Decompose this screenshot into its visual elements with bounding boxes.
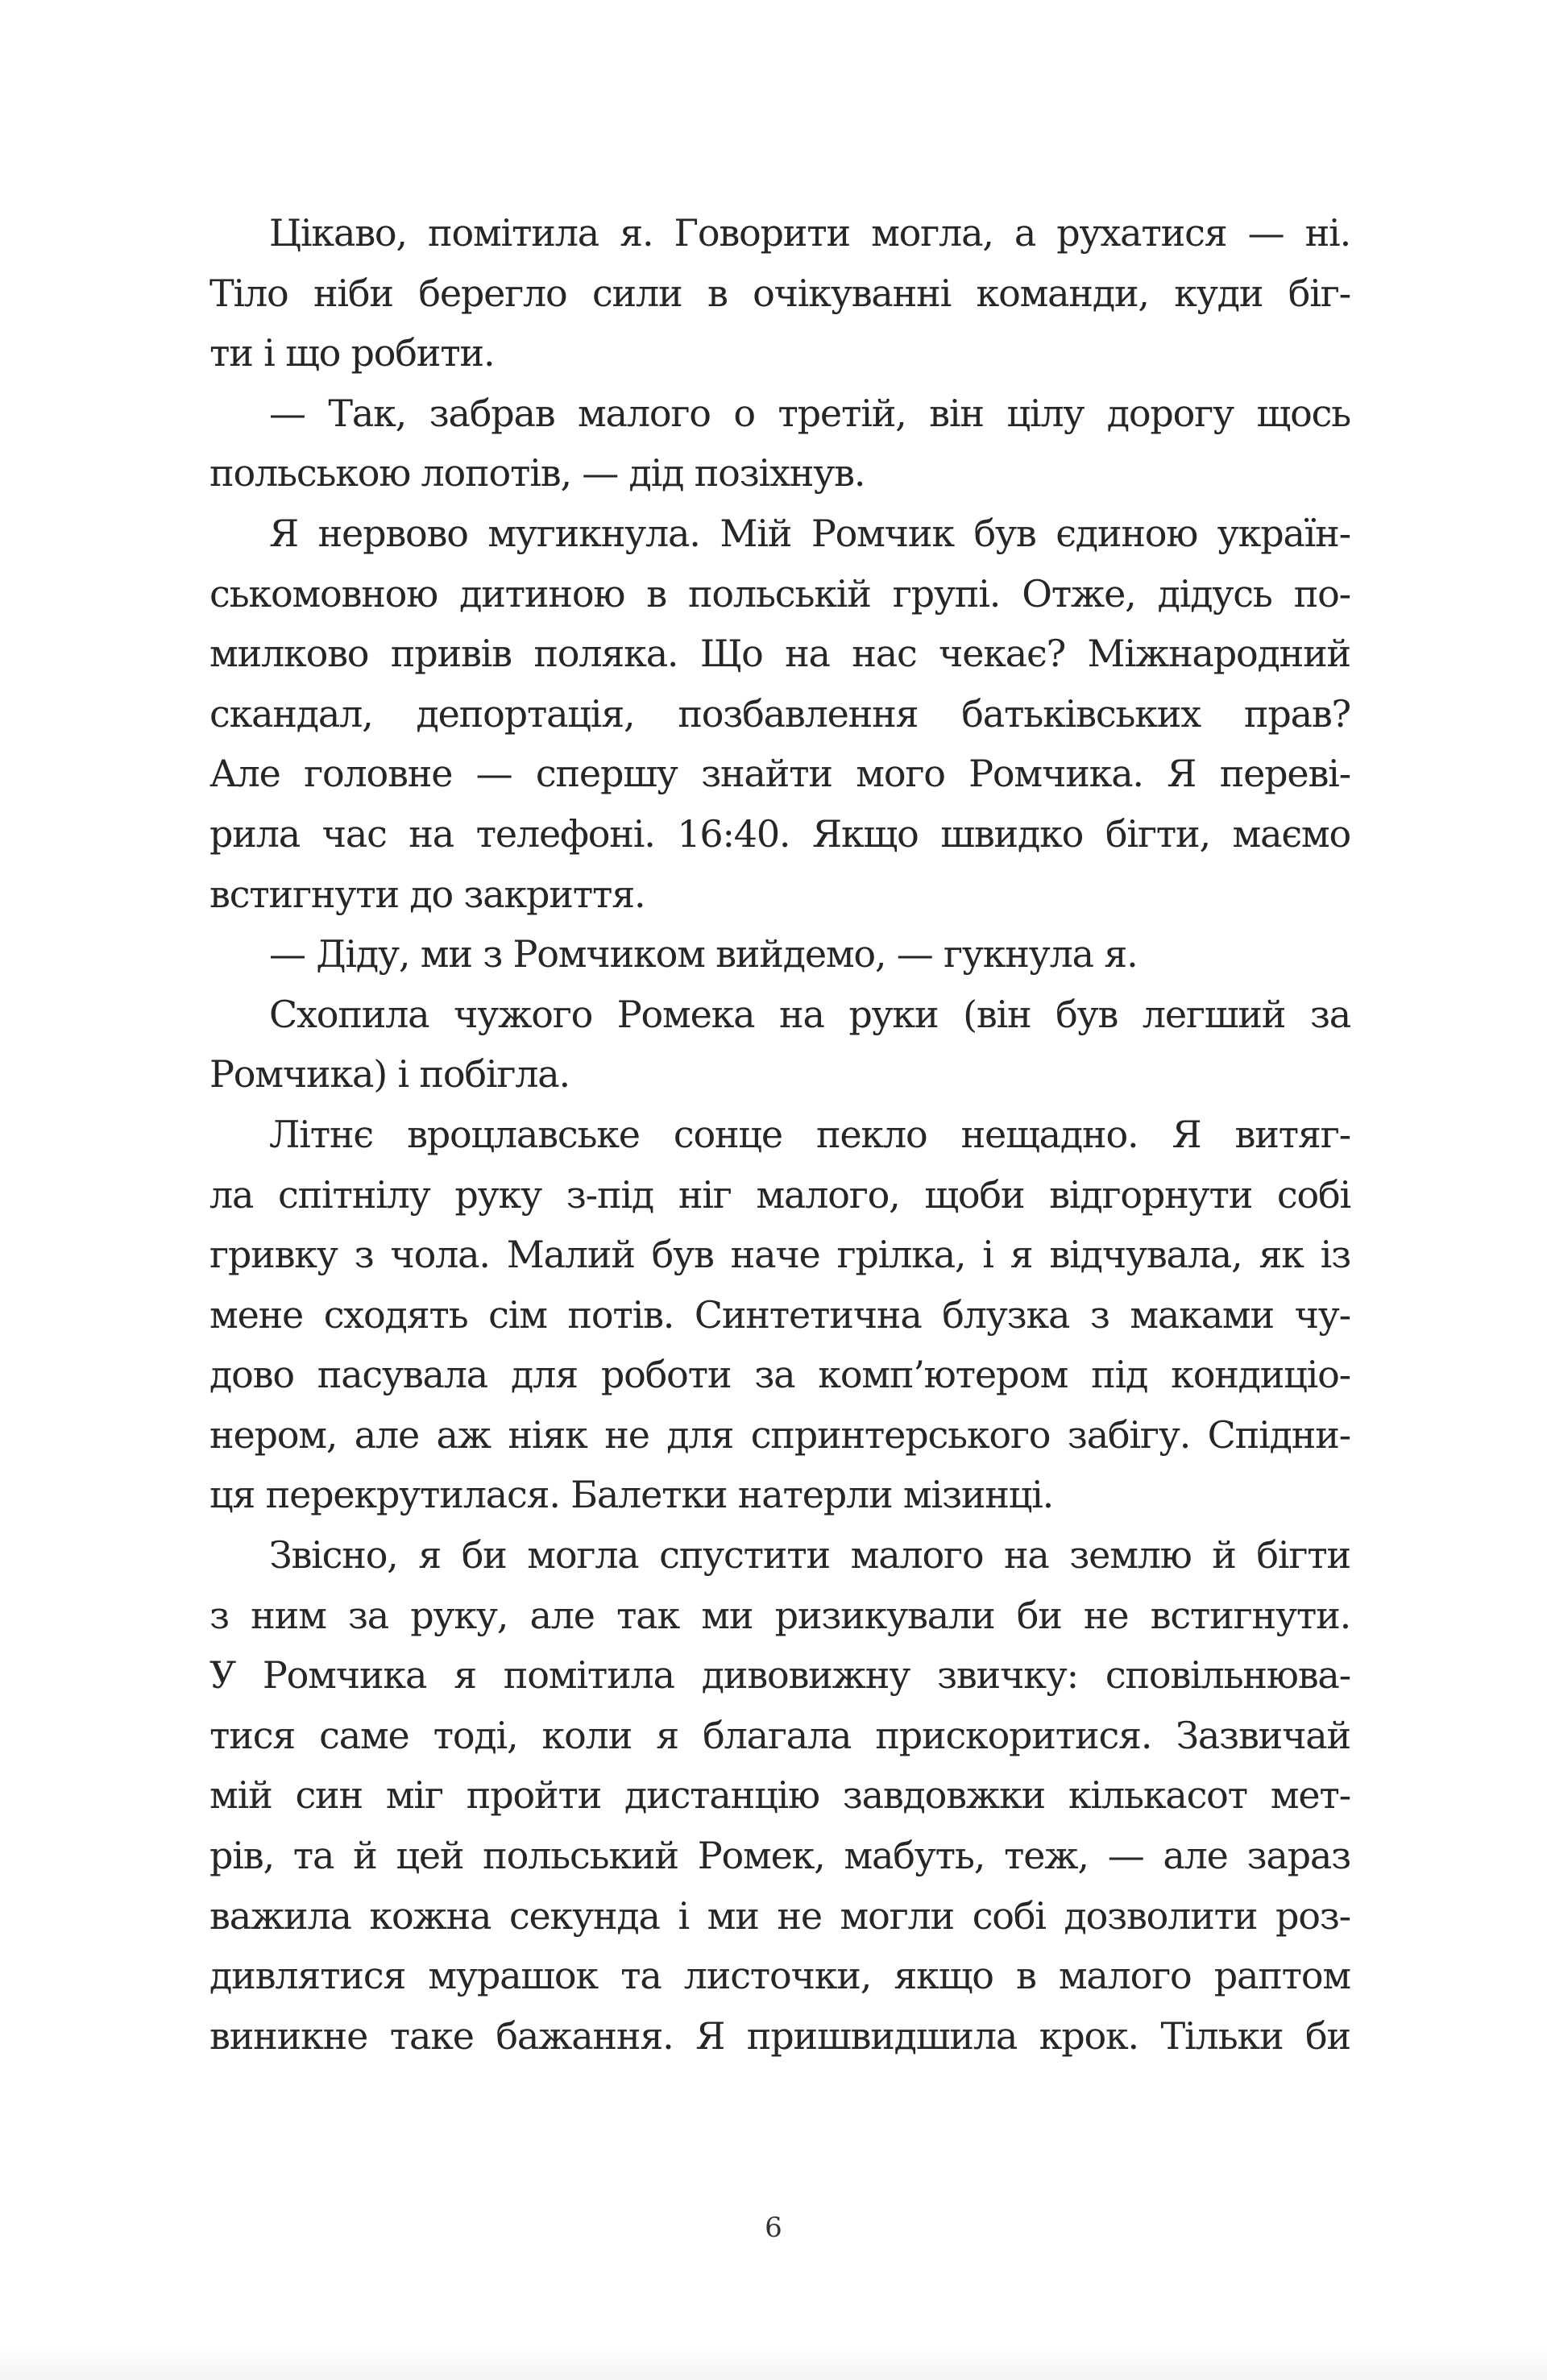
text-line: дивлятися мурашок та листочки, якщо в малого раптом [209,1954,1350,1998]
text-line: дово пасувала для роботи за комп’ютером під кондиціо- [209,1353,1350,1397]
text-line: Цікаво, помітила я. Говорити могла, а рухатися — ні. [269,211,1350,255]
text-line: ти і що робити. [209,331,495,375]
text-line: мене сходять сім потів. Синтетична блузка з маками чу- [209,1292,1350,1337]
text-line: — Так, забрав малого о третій, він цілу дорогу щось [269,391,1350,435]
text-line: встигнути до закриття. [209,872,645,916]
text-line: Схопила чужого Ромека на руки (він був легший за [269,992,1350,1036]
page-number: 6 [765,2212,782,2244]
text-line: Звісно, я би могла спустити малого на землю й бігти [269,1533,1350,1578]
text-line: — Діду, ми з Ромчиком вийдемо, — гукнула я. [269,932,1138,976]
text-line: У Ромчика я помітила дивовижну звичку: сповільнюва- [209,1653,1350,1698]
text-line: нером, але аж ніяк не для спринтерського забігу. Спідни- [209,1412,1350,1457]
text-line: Але головне — спершу знайти мого Ромчика. Я переві- [209,752,1350,796]
text-line: рів, та й цей польський Ромек, мабуть, теж, — але зараз [209,1834,1350,1878]
text-line: польською лопотів, — дід позіхнув. [209,451,865,495]
text-line: ця перекрутилася. Балетки натерли мізинці. [209,1473,1054,1517]
text-line: тися саме тоді, коли я благала прискоритися. Зазвичай [209,1713,1350,1757]
text-line: Літнє вроцлавське сонце пекло нещадно. Я витяг- [269,1112,1350,1156]
text-line: милково привів поляка. Що на нас чекає? Міжнародний [209,632,1350,676]
text-line: Тіло ніби берегло сили в очікуванні команди, куди біг- [209,271,1350,315]
text-line: скандал, депортація, позбавлення батьківських прав? [209,691,1350,736]
text-line: з ним за руку, але так ми ризикували би не встигнути. [209,1593,1350,1637]
text-line: гривку з чола. Малий був наче грілка, і я відчувала, як із [209,1233,1350,1277]
text-line: рила час на телефоні. 16:40. Якщо швидко бігти, маємо [209,811,1350,856]
text-line: Ромчика) і побігла. [209,1052,570,1097]
body-text [209,203,1350,2066]
text-line: важила кожна секунда і ми не могли собі дозволити роз- [209,1893,1350,1938]
text-line: виникне таке бажання. Я пришвидшила крок. Тільки би [209,2013,1350,2058]
text-line: мій син міг пройти дистанцію завдовжки кількасот мет- [209,1773,1350,1818]
text-line: ськомовною дитиною в польській групі. Отже, дідусь по- [209,571,1350,616]
text-line: ла спітнілу руку з-під ніг малого, щоби відгорнути собі [209,1172,1350,1217]
text-line: Я нервово мугикнула. Мій Ромчик був єдиною україн- [269,511,1350,555]
